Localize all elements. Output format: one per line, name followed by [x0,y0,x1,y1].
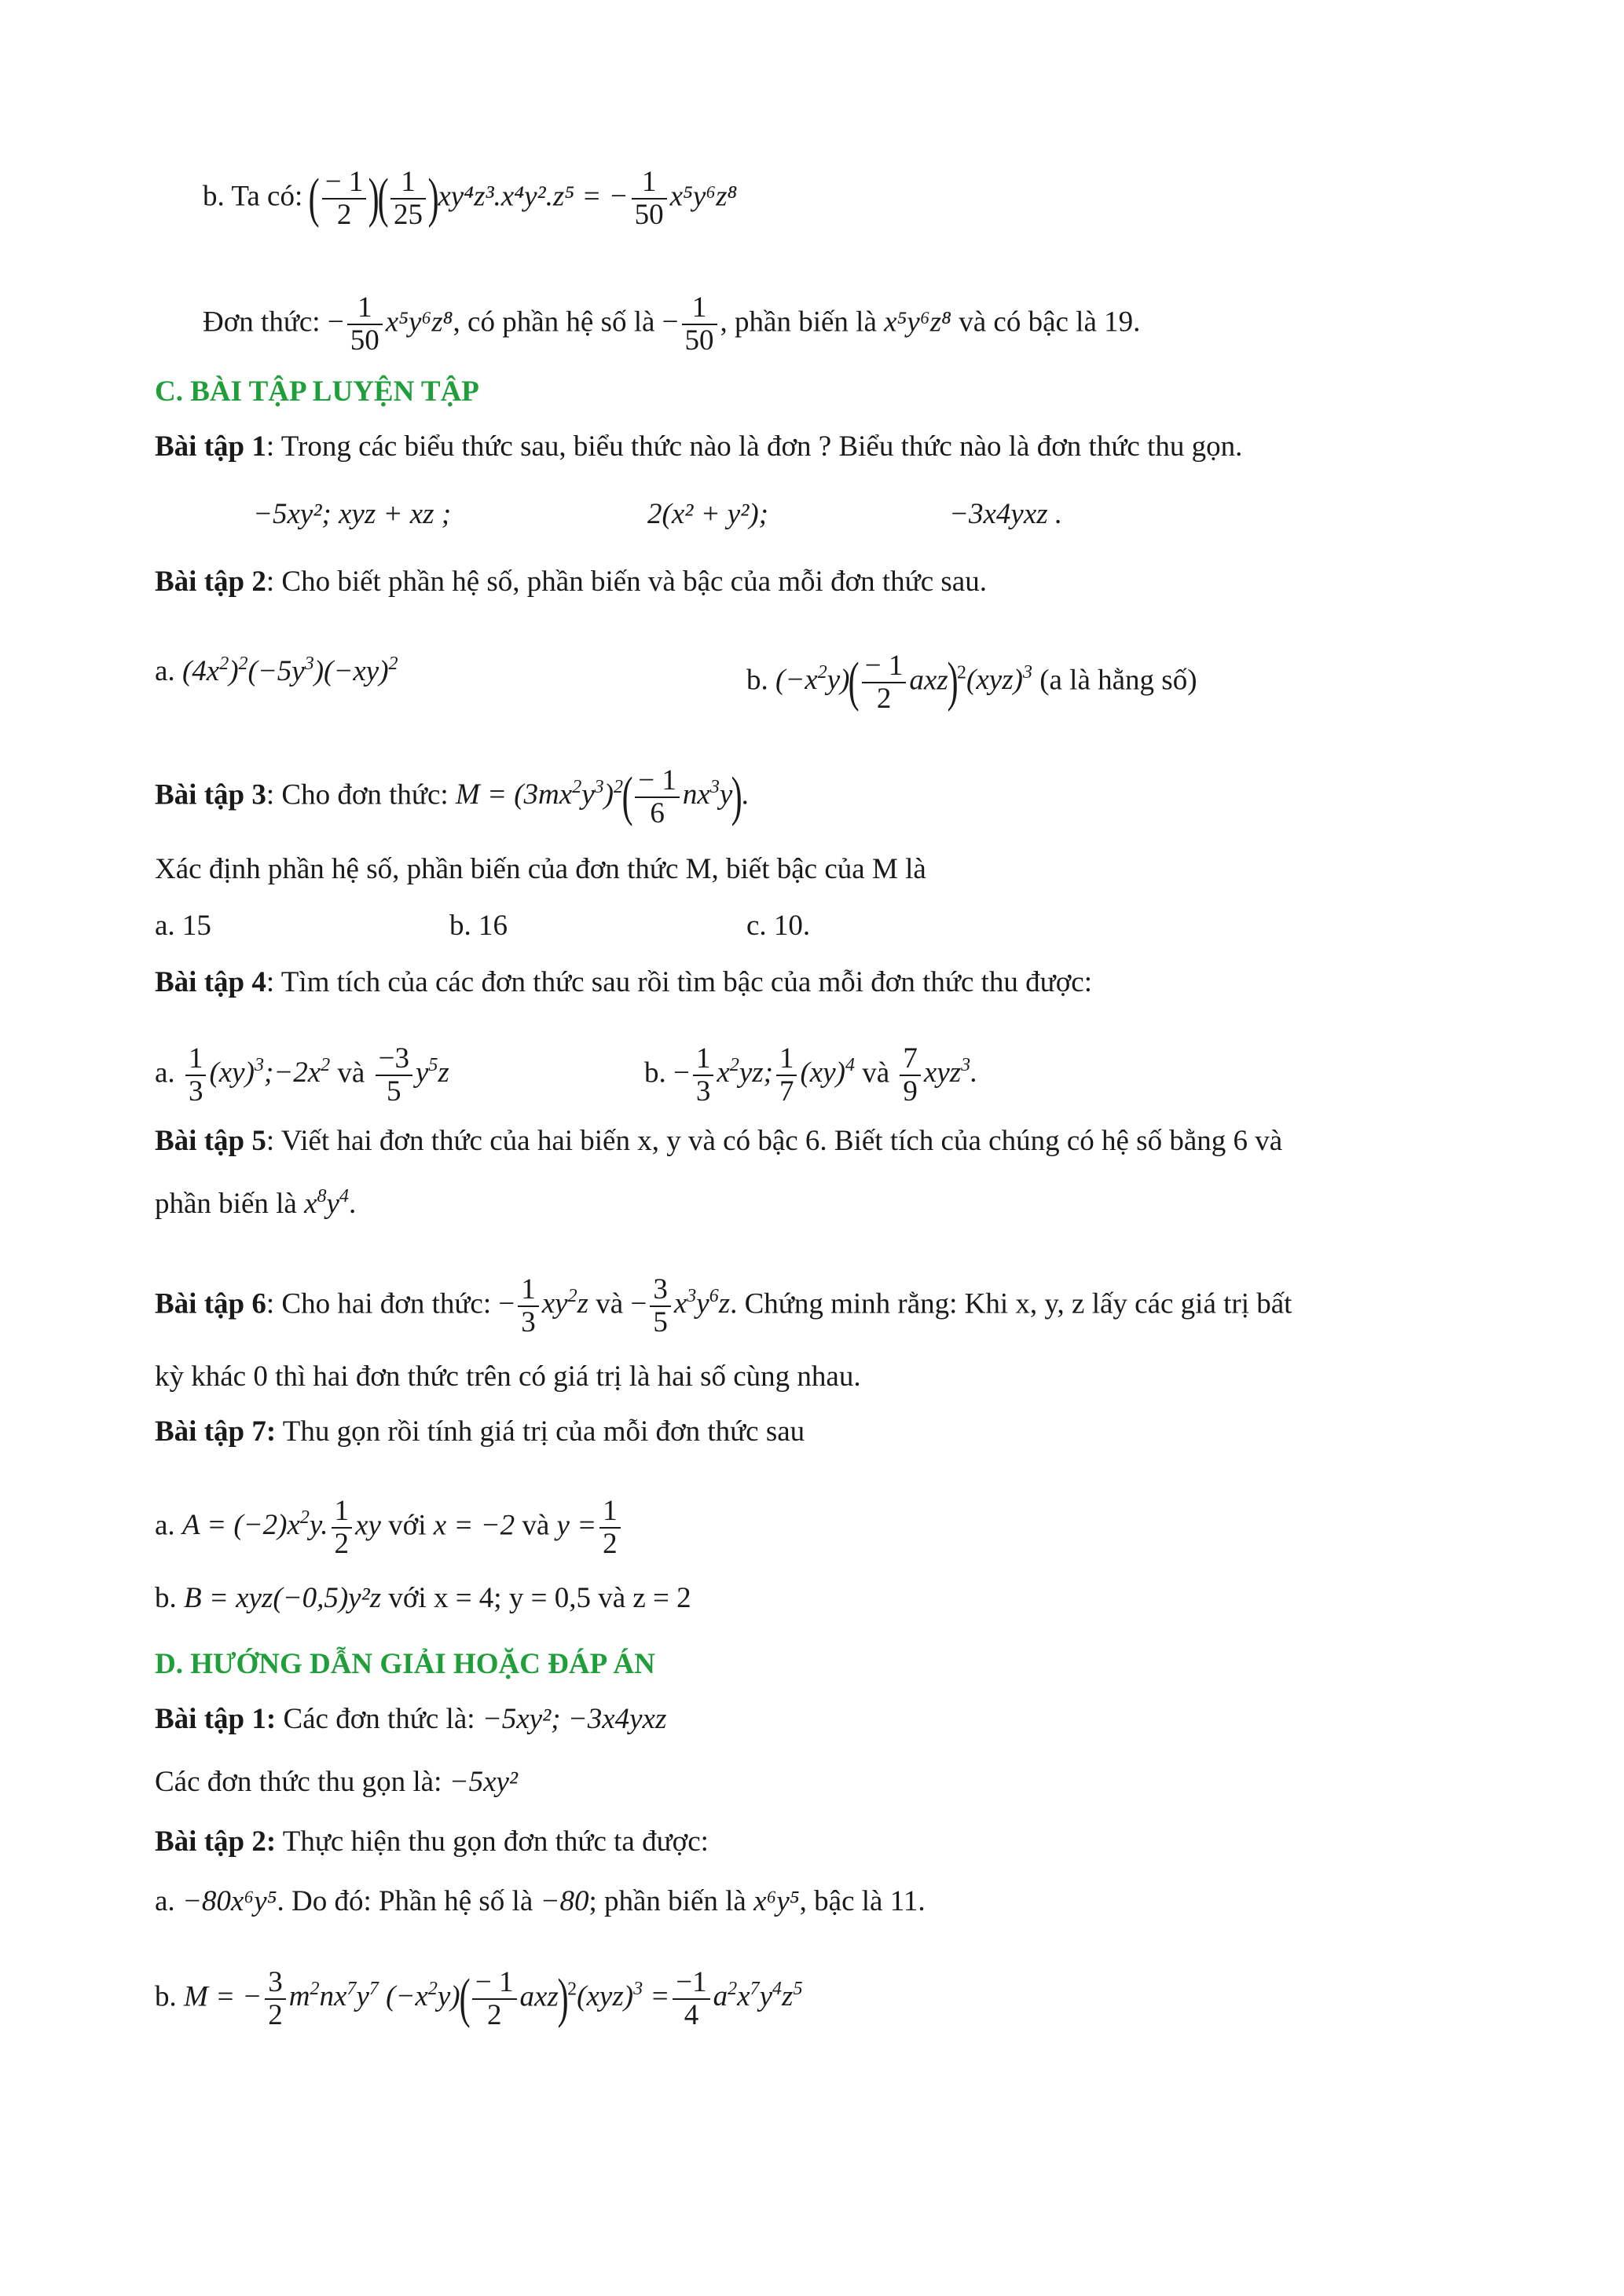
result-vars: x⁵y⁶z⁸ [884,306,951,339]
exercise-7-line [155,1414,805,1450]
answer-2a-degree: , bậc là 11. [799,1885,926,1917]
exercise-2a-label: a. [155,655,175,687]
answer-2-label: Bài tập 2: [155,1825,277,1858]
exercise-3-option-a: a. 15 [155,910,211,942]
answer-2-line [155,1824,709,1860]
example-b-result-vars: x⁵y⁶z⁸ [669,180,738,213]
exercise-6-label: Bài tập 6 [155,1287,266,1320]
exercise-4-line [155,965,1092,1001]
exercise-1-expr-1: −5xy²; xyz + xz ; [253,498,452,530]
exercise-6-text: : Cho hai đơn thức: [266,1287,492,1320]
answer-2a-coef: −80 [540,1885,589,1917]
answer-1-text: Các đơn thức là: [276,1703,475,1735]
exercise-7a-with: với [388,1509,427,1542]
exercise-4-label: Bài tập 4 [155,966,266,998]
example-b-prefix: b. Ta có: [203,180,303,213]
result-degree-text: và có bậc là 19. [959,306,1141,339]
exercise-5-line-2: phần biến là $x^8y^4$. [155,1186,357,1220]
exercise-5-text-2: phần biến là [155,1188,297,1220]
answer-2b-line: b. M = − $\frac{3}{2}$ $m^2nx^7y^7$ $(-x^2y)$( $\frac{- 1}{2}$ axz)$^2$(xyz)$^3$ = $\frac{-1}{4}$ $a^2x^7y^4z^5$ [155,1966,803,2031]
exercise-2-text: : Cho biết phần hệ số, phần biến và bậc của mỗi đơn thức sau. [266,566,987,598]
exercise-5-label: Bài tập 5 [155,1125,266,1157]
result-var-text: , phần biến là [720,306,877,339]
exercise-4b-label: b. [644,1056,666,1089]
exercise-1-label: Bài tập 1 [155,430,266,463]
exercise-5-line [155,1123,1282,1159]
exercise-3-option-c: c. 10. [746,910,811,942]
example-b-line: b. Ta có: ( $\frac{- 1}{2}$ )( $\frac{1}{25}$ )xy⁴z³.x⁴y².z⁵ = − $\frac{1}{50}$ x⁵y⁶z⁸ [203,166,738,231]
answer-1-line-2 [155,1764,518,1800]
exercise-3-question: Xác định phần hệ số, phần biến của đơn thức M, biết bậc của M là [155,853,926,885]
section-c-title: C. BÀI TẬP LUYỆN TẬP [155,375,479,408]
result-coef-text: , có phần hệ số là − [453,306,679,339]
exercise-6-and: và [596,1287,624,1320]
exercise-1-expr-3: −3x4yxz . [949,498,1063,530]
exercise-1-line [155,429,1242,465]
exercise-4b-and: và [862,1056,890,1089]
answer-1-monomials: −5xy²; −3x4yxz [482,1703,667,1735]
answer-2-text: Thực hiện thu gọn đơn thức ta được: [276,1825,709,1858]
exercise-6-line: Bài tập 6: Cho hai đơn thức: − $\frac{1}{3}$ $xy^2z$ và − $\frac{3}{5}$ $x^3y^6z$. Chứng minh rằng: Khi x, y, z lấy các giá trị bất [155,1273,1292,1338]
example-b-result-line: Đơn thức: − $\frac{1}{50}$ x⁵y⁶z⁸, có phần hệ số là − $\frac{1}{50}$ , phần biến là x⁵y⁶z⁸ và có bậc là 19. [203,291,1141,357]
answer-2a-vars: x⁶y⁵ [753,1885,800,1917]
exercise-4a-line: a. $\frac{1}{3}$ $(xy)^3;-2x^2$ và $\frac{-3}{5}$ $y^5z$ [155,1042,449,1108]
exercise-6-line-2: kỳ khác 0 thì hai đơn thức trên có giá trị là hai số cùng nhau. [155,1360,861,1393]
exercise-2-label: Bài tập 2 [155,566,266,598]
exercise-7b-expr: B = xyz(−0,5)y²z [184,1582,382,1614]
exercise-1-text: : Trong các biểu thức sau, biểu thức nào là đơn ? Biểu thức nào là đơn thức thu gọn. [266,430,1243,463]
exercise-1-expr-2: 2(x² + y²); [647,498,768,530]
exercise-7b-label: b. [155,1582,177,1614]
exercise-7b-condition: với x = 4; y = 0,5 và z = 2 [388,1582,691,1614]
exercise-4a-and: và [337,1056,365,1089]
exercise-7a-line: a. $A = (-2)x^2y$. $\frac{1}{2}$ xy với x = −2 và y = $\frac{1}{2}$ [155,1496,624,1560]
exercise-7-label: Bài tập 7: [155,1415,277,1448]
exercise-2b-label: b. [746,664,768,697]
section-d-title: D. HƯỚNG DẪN GIẢI HOẶC ĐÁP ÁN [155,1648,655,1680]
answer-2a-label: a. [155,1885,175,1917]
answer-2a-text-2: ; phần biến là [588,1885,746,1917]
answer-1-reduced: −5xy² [449,1766,519,1798]
exercise-4b-line: b. − $\frac{1}{3}$ $x^2yz$; $\frac{1}{7}$ (xy)$^4$ và $\frac{7}{9}$ xyz$^3$. [644,1042,978,1108]
answer-2a-line [155,1884,926,1920]
exercise-3-label: Bài tập 3 [155,778,266,811]
exercise-2a-line: a. $(4x^2)^2(-5y^3)(-xy)^2$ [155,654,398,687]
answer-2b-label: b. [155,1980,177,2013]
answer-2a-monomial: −80x⁶y⁵ [181,1885,277,1917]
answer-1-text-2: Các đơn thức thu gọn là: [155,1766,442,1798]
answer-2a-text: . Do đó: Phần hệ số là [277,1885,533,1917]
exercise-7b-line [155,1580,691,1617]
exercise-2b-line: b. $(-x^2y)$( $\frac{- 1}{2}$ axz)$^2$(xyz)$^3$ (a là hằng số) [746,650,1197,715]
exercise-6-text-after: . Chứng minh rằng: Khi x, y, z lấy các giá trị bất [730,1287,1292,1320]
exercise-2-line [155,564,987,600]
exercise-5-text: : Viết hai đơn thức của hai biến x, y và có bậc 6. Biết tích của chúng có hệ số bằng 6 và [266,1125,1283,1157]
exercise-3-line: Bài tập 3: Cho đơn thức: $M = (3mx^2y^3)^2$( $\frac{- 1}{6}$ $nx^3y$). [155,764,749,829]
exercise-3-text: : Cho đơn thức: [266,778,449,811]
answer-1-line [155,1701,666,1738]
result-prefix: Đơn thức: − [203,306,344,339]
exercise-7-text: Thu gọn rồi tính giá trị của mỗi đơn thức sau [276,1415,805,1448]
result-monomial: x⁵y⁶z⁸ [385,306,453,339]
exercise-7a-label: a. [155,1509,175,1542]
example-b-expr: xy⁴z³.x⁴y².z⁵ = − [438,180,629,213]
answer-1-label: Bài tập 1: [155,1703,277,1735]
exercise-3-option-b: b. 16 [449,910,508,942]
exercise-4a-label: a. [155,1056,175,1089]
exercise-4-text: : Tìm tích của các đơn thức sau rồi tìm bậc của mỗi đơn thức thu được: [266,966,1092,998]
exercise-2b-note: (a là hằng số) [1039,664,1197,697]
